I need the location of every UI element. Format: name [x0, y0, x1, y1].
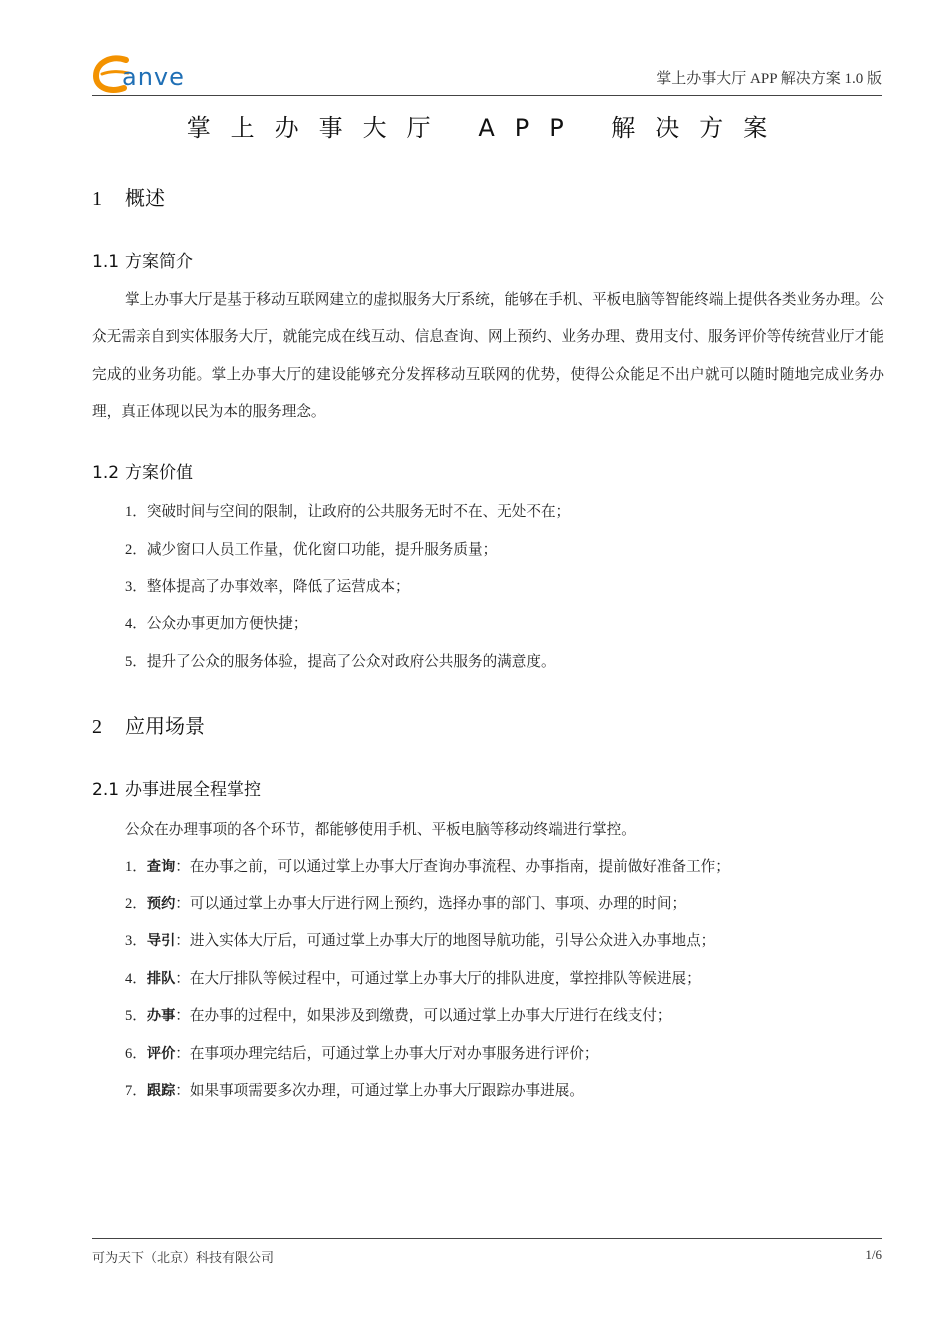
svg-text:anve: anve — [122, 63, 185, 91]
subsection-title: 方案价值 — [125, 463, 194, 483]
list-item: 3．整体提高了办事效率，降低了运营成本； — [125, 578, 410, 595]
header-doc-label: 掌上办事大厅 APP 解决方案 1.0 版 — [656, 71, 882, 87]
list-item: 5．提升了公众的服务体验，提高了公众对政府公共服务的满意度。 — [125, 653, 556, 670]
subsection-number: 1.2 — [92, 463, 120, 483]
section-1-heading — [92, 182, 165, 211]
subsection-number: 2.1 — [92, 780, 120, 800]
subsection-1-2-heading — [92, 458, 193, 483]
header-divider — [92, 95, 882, 96]
footer-company: 可为天下（北京）科技有限公司 — [92, 1251, 275, 1266]
list-item: 1．查询：在办事之前，可以通过掌上办事大厅查询办事流程、办事指南，提前做好准备工作； — [125, 858, 730, 875]
list-item: 4．排队：在大厅排队等候过程中，可通过掌上办事大厅的排队进度，掌控排队等候进展； — [125, 970, 701, 987]
section-2-heading — [92, 710, 205, 739]
overview-paragraph: 掌上办事大厅是基于移动互联网建立的虚拟服务大厅系统，能够在手机、平板电脑等智能终端上提供各类业务办理。公众无需亲自到实体服务大厅，就能完成在线互动、信息查询、网上预约、业务办理、费用支付、服务评价等传统营业厅才能完成的业务功能。掌上办事大厅的建设能够充分发挥移动互联网的优势，使得公众能足不出户就可以随时随地完成业务办理，真正体现以民为本的服务理念。 — [92, 291, 884, 420]
section-title: 概述 — [125, 186, 165, 210]
section-number: 2 — [92, 716, 102, 738]
list-item: 4．公众办事更加方便快捷； — [125, 615, 308, 632]
subsection-title: 方案简介 — [125, 252, 194, 272]
list-item: 3．导引：进入实体大厅后，可通过掌上办事大厅的地图导航功能，引导公众进入办事地点； — [125, 932, 716, 949]
canve-logo — [92, 52, 222, 96]
list-item: 7．跟踪：如果事项需要多次办理，可通过掌上办事大厅跟踪办事进展。 — [125, 1082, 584, 1099]
list-item: 2．减少窗口人员工作量，优化窗口功能，提升服务质量； — [125, 541, 498, 558]
footer-divider — [92, 1238, 882, 1239]
subsection-1-1-heading — [92, 247, 193, 272]
section-title: 应用场景 — [125, 714, 205, 738]
document-title: 掌上办事大厅 APP 解决方案 — [186, 114, 788, 142]
list-item: 2．预约：可以通过掌上办事大厅进行网上预约，选择办事的部门、事项、办理的时间； — [125, 895, 687, 912]
subsection-number: 1.1 — [92, 252, 120, 272]
section-number: 1 — [92, 188, 102, 210]
list-item: 5．办事：在办事的过程中，如果涉及到缴费，可以通过掌上办事大厅进行在线支付； — [125, 1007, 672, 1024]
page-number: 1/6 — [865, 1247, 882, 1262]
list-item: 6．评价：在事项办理完结后，可通过掌上办事大厅对办事服务进行评价； — [125, 1045, 599, 1062]
scenario-intro: 公众在办理事项的各个环节，都能够使用手机、平板电脑等移动终端进行掌控。 — [125, 821, 636, 838]
list-item: 1．突破时间与空间的限制，让政府的公共服务无时不在、无处不在； — [125, 503, 571, 520]
subsection-2-1-heading — [92, 775, 261, 800]
subsection-title: 办事进展全程掌控 — [125, 780, 262, 800]
